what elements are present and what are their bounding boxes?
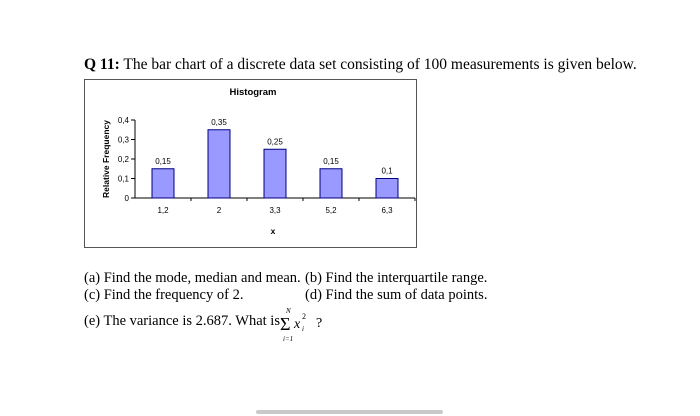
bar-value-label: 0,15	[323, 156, 339, 166]
home-indicator	[256, 410, 443, 414]
histogram-chart	[84, 79, 417, 248]
x-tick-label: 6,3	[381, 206, 393, 215]
y-axis-label: Relative Frequency	[101, 120, 111, 198]
part-c: (c) Find the frequency of 2.	[84, 287, 244, 303]
x-tick-label: 5,2	[325, 206, 337, 215]
part-b: (b) Find the interquartile range.	[305, 270, 488, 286]
question-body: The bar chart of a discrete data set consisting of 100 measurements is given below.	[123, 56, 637, 73]
question-number: Q 11:	[84, 56, 120, 73]
bar-value-label: 0,1	[381, 166, 393, 176]
subscript: i	[302, 325, 304, 333]
sigma-symbol: Σ	[280, 314, 291, 334]
x-tick-label: 3,3	[269, 206, 281, 215]
sum-lower-limit: i=1	[283, 335, 294, 343]
bar	[152, 169, 174, 198]
y-tick-label: 0,4	[117, 116, 129, 125]
part-e: (e) The variance is 2.687. What is	[84, 313, 280, 329]
bar	[320, 169, 342, 198]
y-tick-label: 0,2	[117, 155, 129, 164]
y-tick-label: 0	[124, 194, 129, 203]
histogram-svg	[85, 80, 418, 249]
x-axis-label: x	[270, 226, 276, 236]
variable-x: x	[294, 317, 301, 332]
part-a: (a) Find the mode, median and mean.	[84, 270, 301, 286]
x-tick-label: 1,2	[157, 206, 169, 215]
sum-upper-limit: N	[286, 307, 291, 315]
sum-formula	[278, 306, 334, 346]
bar	[264, 149, 286, 198]
part-d: (d) Find the sum of data points.	[305, 287, 488, 303]
bar-value-label: 0,35	[211, 117, 227, 127]
question-text	[84, 56, 637, 74]
chart-title: Histogram	[229, 87, 277, 98]
bar-value-label: 0,15	[155, 156, 171, 166]
y-tick-label: 0,3	[117, 135, 129, 145]
bar	[376, 179, 398, 199]
bar	[208, 130, 230, 198]
superscript: 2	[302, 312, 306, 321]
x-tick-label: 2	[216, 206, 222, 215]
question-mark: ?	[316, 316, 323, 331]
y-tick-label: 0,1	[117, 174, 129, 184]
bar-value-label: 0,25	[267, 137, 283, 147]
